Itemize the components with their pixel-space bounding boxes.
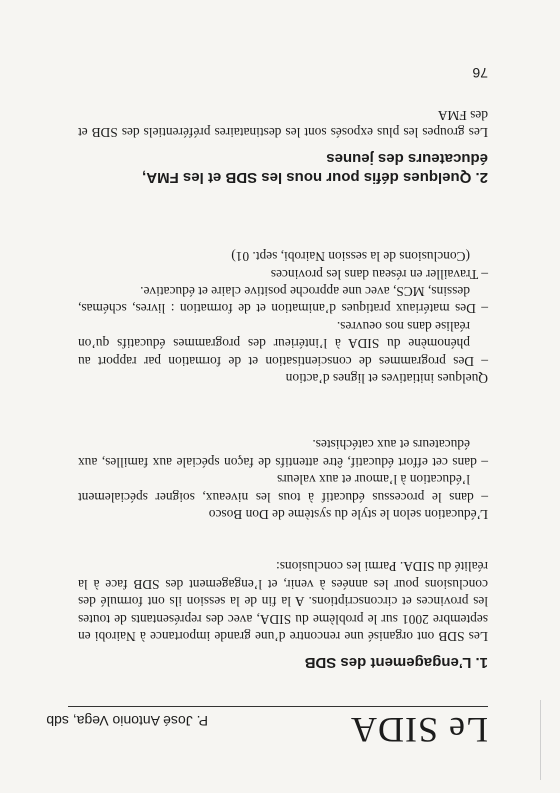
initiatives-intro: Quelques initiatives et lignes d’action (285, 371, 488, 386)
title-rule (68, 706, 488, 707)
scan-edge-mark (540, 700, 541, 780)
page-title: Le SIDA (350, 710, 488, 750)
initiatives-block (78, 248, 488, 387)
initiative-item: – Travailler en réseau dans les provinces (270, 266, 488, 282)
page-number: 76 (472, 65, 488, 81)
education-intro: L’éducation selon le style du système de Don Bosco (208, 507, 488, 522)
initiative-item: – Des programmes de conscientisation et de formation par rapport au phénomène du SIDA à l’intérieur des programmes éducatifs qu’on réalise dans nos oeuvres. (78, 318, 488, 369)
section-1-heading: 1. L’engagement des SDB (304, 654, 488, 671)
initiative-item: – Des matériaux pratiques d’animation et de formation : livres, schémas, dessins, MCS, avec une approche positive claire et éducative. (78, 283, 488, 317)
education-block (78, 436, 488, 523)
section-2-heading: 2. Quelques défis pour nous les SDB et les FMA, éducateurs des jeunes (142, 150, 488, 186)
education-item: – dans cet effort éducatif, être attentifs de façon spéciale aux familles, aux éducateurs et aux catéchistes. (78, 437, 488, 470)
education-item: – dans le processus éducatif à tous les niveaux, soigner spécialement l’éducation à l’amour et aux valeurs (78, 472, 488, 505)
author-line: P. José Antonio Vega, sdb (46, 713, 208, 729)
paragraph-2: Les groupes les plus exposés sont les destinataires préférentiels des SDB et des FMA (78, 107, 488, 140)
paragraph-1: Les SDB ont organisé une rencontre d’une grande importance à Nairobi en septembre 2001 sur le problème du SIDA, avec des représentants de toutes les provinces et circonscriptions. A la fin de la session ils ont formulé des conclusions pour les années à venir, et l’engagement des SDB face à la réalité du SIDA. Parmi les conclusions: (78, 559, 488, 644)
conclusions-reference: (Conclusions de la session Nairobi, sept. 01) (231, 249, 470, 265)
